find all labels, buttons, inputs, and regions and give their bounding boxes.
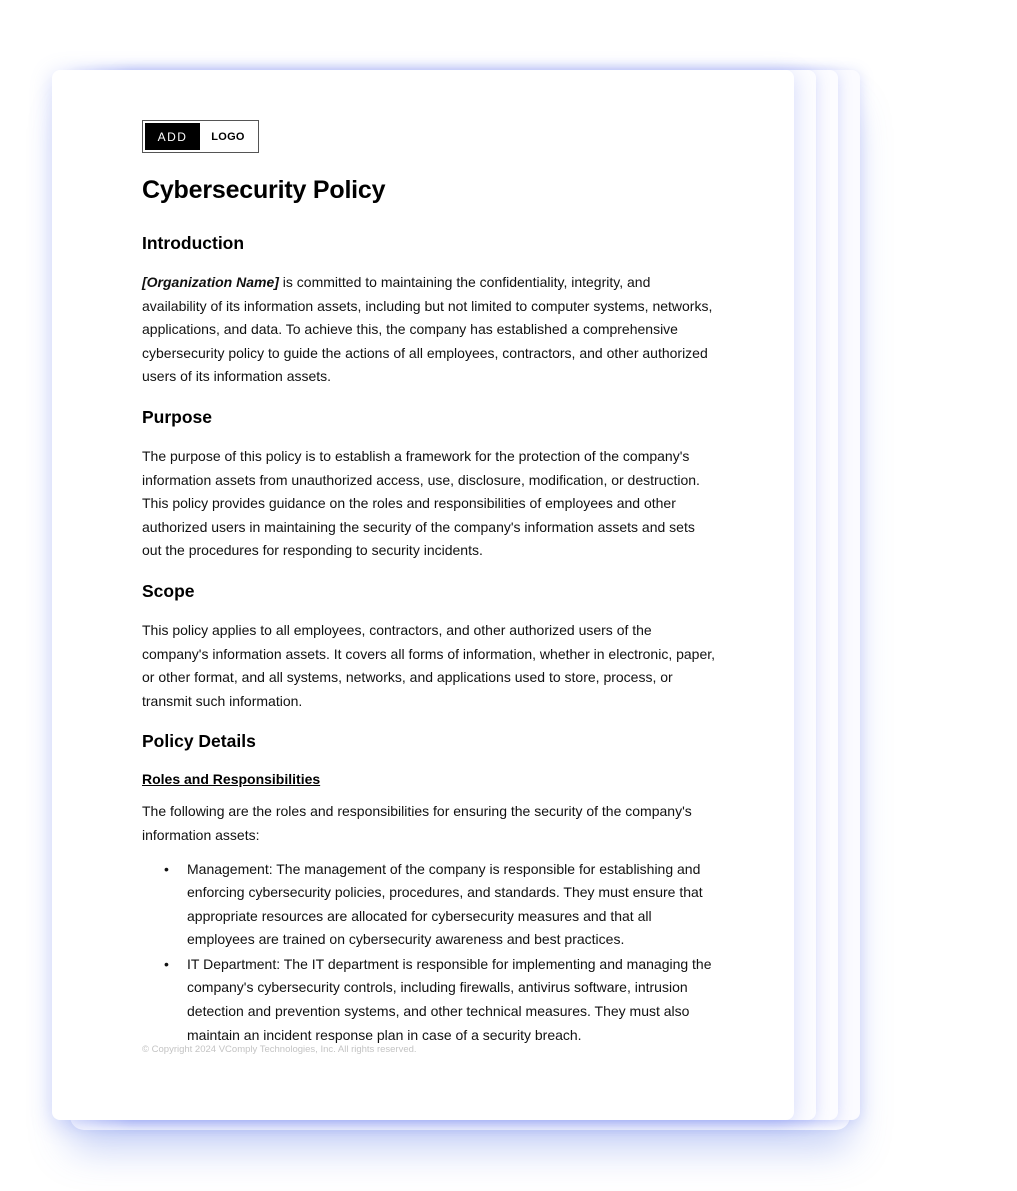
list-item [142,953,717,1047]
organization-name-placeholder: [Organization Name] [142,274,279,290]
logo-add-label: ADD [145,123,200,150]
copyright-notice: © Copyright 2024 VComply Technologies, Inc. All rights reserved. [142,1044,417,1055]
logo-placeholder [142,120,259,153]
document-body [142,232,717,1048]
introduction-heading: Introduction [142,233,245,253]
introduction-paragraph [142,271,717,389]
purpose-paragraph: The purpose of this policy is to establish a framework for the protection of the company's information assets from unauthorized access, use, disclosure, modification, or destruction. This policy provides guidance on the roles and responsibilities of employees and other authorized users in maintaining the security of the company's information assets and sets out the procedures for responding to security incidents. [142,447,700,559]
bullet-icon: • [164,860,169,877]
policy-details-heading: Policy Details [142,731,256,752]
document-title: Cybersecurity Policy [142,176,386,204]
purpose-heading: Purpose [142,406,213,427]
roles-intro: The following are the roles and responsibilities for ensuring the security of the company's information assets: [142,803,692,843]
list-item-text: IT Department: The IT department is responsible for implementing and managing the company's cybersecurity controls, including firewalls, antivirus software, intrusion detection and prevention systems, and other technical measures. They must also maintain an incident response plan in case of a security breach. [187,955,712,1043]
scope-paragraph: This policy applies to all employees, contractors, and other authorized users of the company's information assets. It covers all forms of information, whether in electronic, paper, or other format, and all systems, networks, and applications used to store, process, or transmit such information. [142,621,716,709]
bullet-icon: • [164,955,169,972]
roles-list [142,858,717,1048]
document-page [52,70,794,1120]
list-item [142,858,717,952]
list-item-text: Management: The management of the company is responsible for establishing and enforcing cybersecurity policies, procedures, and standards. They must ensure that appropriate resources are allocated for cybersecurity measures and that all employees are trained on cybersecurity awareness and best practices. [187,860,703,948]
roles-subheading: Roles and Responsibilities [142,771,321,788]
scope-heading: Scope [142,580,195,601]
logo-logo-label: LOGO [211,130,245,143]
introduction-text: is committed to maintaining the confidentiality, integrity, and availability of its information assets, including but not limited to computer systems, networks, applications, and data. To achieve this, the company has established a comprehensive cybersecurity policy to guide the actions of all employees, contractors, and other authorized users of its information assets. [142,274,713,385]
